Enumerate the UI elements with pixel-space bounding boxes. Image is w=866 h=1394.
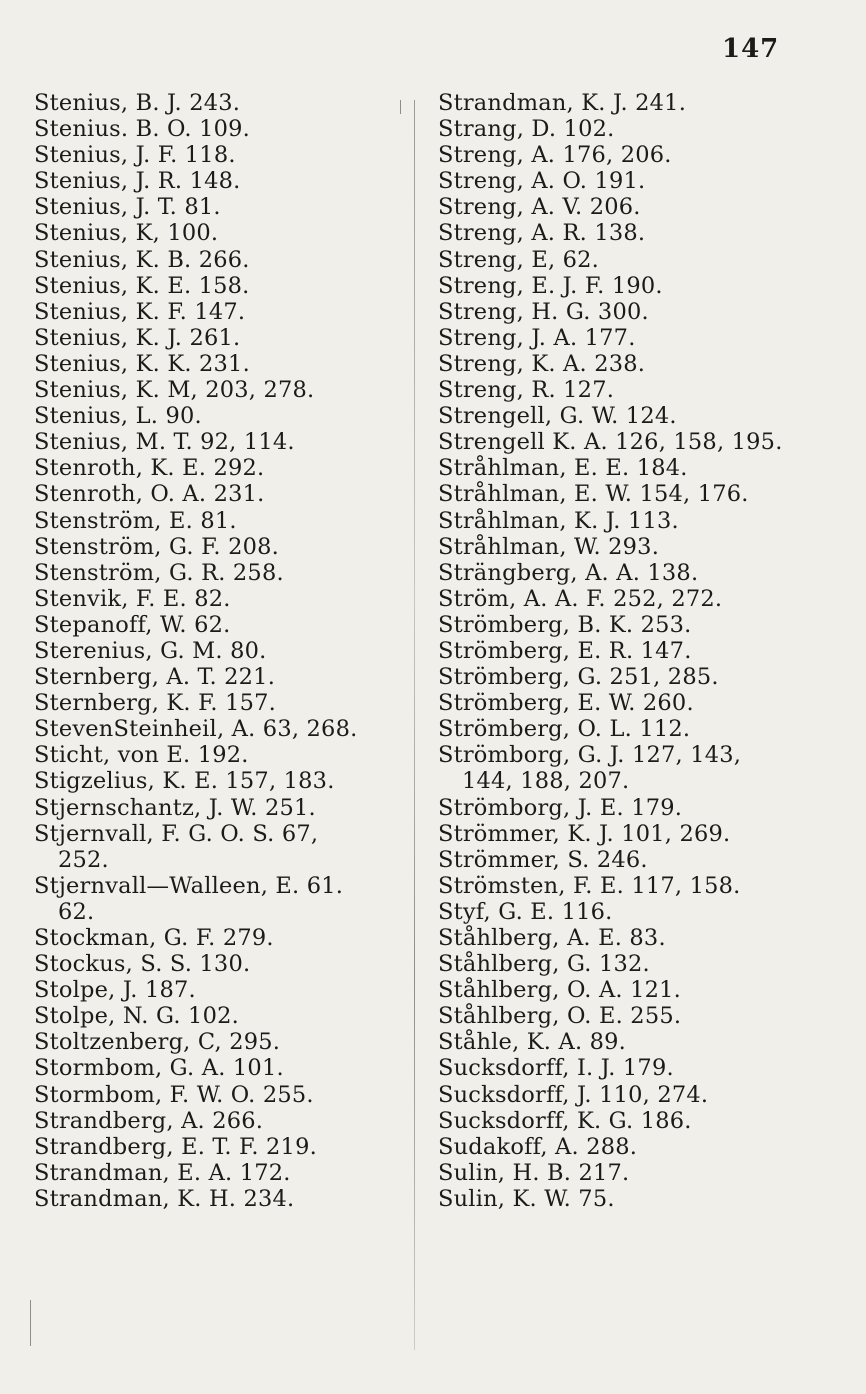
index-entry (34, 194, 394, 220)
entry-text: Stenius, K, 100. (34, 220, 219, 247)
entry-text: Stenius, B. J. 243. (34, 90, 241, 116)
index-entry (438, 481, 838, 507)
index-entry (438, 351, 838, 377)
entry-text: Streng, R. 127. (438, 377, 615, 404)
index-entry (438, 742, 838, 794)
entry-text: Strömberg, O. L. 112. (438, 716, 691, 743)
entry-text: Strandberg, A. 266. (34, 1107, 264, 1134)
index-entry (34, 638, 394, 664)
index-entry (438, 220, 838, 246)
index-entry (34, 1186, 394, 1212)
index-entry (34, 690, 394, 716)
entry-text: Strömborg, J. E. 179. (438, 794, 683, 821)
entry-text: Stenius, L. 90. (34, 403, 202, 430)
entry-text: Streng, A. O. 191. (438, 168, 646, 195)
index-entry (34, 325, 394, 351)
index-entry (34, 90, 394, 116)
index-entry (438, 1055, 838, 1081)
entry-text: Sudakoff, A. 288. (438, 1133, 638, 1160)
index-entry (34, 873, 394, 925)
entry-text: Sucksdorff, I. J. 179. (438, 1055, 674, 1082)
index-entry (438, 377, 838, 403)
entry-text: Sterenius, G. M. 80. (34, 637, 267, 664)
entry-text: Stjernvall, F. G. O. S. 67, (34, 820, 319, 847)
index-entry (438, 299, 838, 325)
index-entry (438, 90, 838, 116)
index-entry (438, 1186, 838, 1212)
entry-text: Strandman, E. A. 172. (34, 1159, 291, 1186)
index-entry (438, 1134, 838, 1160)
index-entry (34, 247, 394, 273)
entry-text: Sucksdorff, K. G. 186. (438, 1107, 692, 1134)
entry-continuation: 62. (58, 898, 95, 925)
index-entry (438, 873, 838, 899)
index-entry (438, 534, 838, 560)
entry-text: Streng, E. J. F. 190. (438, 272, 663, 299)
index-entry (438, 612, 838, 638)
index-entry (34, 1082, 394, 1108)
entry-text: Stenius, J. F. 118. (34, 142, 236, 169)
entry-text: Stråhlman, K. J. 113. (438, 507, 679, 534)
index-entry (34, 1029, 394, 1055)
entry-text: Stormbom, G. A. 101. (34, 1055, 284, 1082)
entry-text: Strengell, G. W. 124. (438, 403, 677, 430)
index-entry (438, 977, 838, 1003)
index-entry (438, 847, 838, 873)
entry-text: Styf, G. E. 116. (438, 898, 613, 925)
entry-text: Stenius, K. B. 266. (34, 246, 250, 273)
index-entry (438, 168, 838, 194)
entry-text: Stenius, K. E. 158. (34, 272, 250, 299)
entry-text: Strengell K. A. 126, 158, 195. (438, 429, 783, 456)
index-entry (438, 664, 838, 690)
entry-continuation: 252. (58, 846, 109, 873)
entry-text: Stenroth, O. A. 231. (34, 481, 265, 508)
entry-text: Stolpe, N. G. 102. (34, 1003, 239, 1030)
index-entry (438, 1029, 838, 1055)
index-entry (34, 716, 394, 742)
index-entry (34, 351, 394, 377)
index-entry (438, 455, 838, 481)
entry-text: Ståhle, K. A. 89. (438, 1029, 627, 1056)
index-entry (34, 299, 394, 325)
entry-text: Strang, D. 102. (438, 116, 615, 143)
index-entry (438, 821, 838, 847)
index-entry (34, 534, 394, 560)
index-entry (34, 1055, 394, 1081)
entry-text: Stenvik, F. E. 82. (34, 585, 231, 612)
entry-text: Stenius, K. F. 147. (34, 298, 246, 325)
entry-text: Stenius. B. O. 109. (34, 116, 250, 143)
index-entry (438, 1160, 838, 1186)
entry-text: Ståhlberg, A. E. 83. (438, 925, 666, 951)
index-entry (34, 560, 394, 586)
page-number: 147 (722, 34, 780, 64)
index-entry (34, 168, 394, 194)
index-entry (34, 116, 394, 142)
index-entry (34, 664, 394, 690)
entry-text: Stenström, G. R. 258. (34, 559, 284, 586)
index-entry (34, 977, 394, 1003)
index-entry (34, 403, 394, 429)
entry-text: Stepanoff, W. 62. (34, 611, 231, 638)
index-entry (438, 325, 838, 351)
index-entry (438, 403, 838, 429)
index-entry (34, 142, 394, 168)
entry-text: Streng, K. A. 238. (438, 350, 646, 377)
entry-text: Strömberg, E. W. 260. (438, 690, 694, 717)
index-entry (438, 508, 838, 534)
index-entry (438, 429, 838, 455)
entry-text: Strandman, K. H. 234. (34, 1185, 295, 1212)
index-entry (438, 116, 838, 142)
index-entry (438, 899, 838, 925)
entry-text: Strömberg, B. K. 253. (438, 611, 692, 638)
entry-text: Ståhlberg, G. 132. (438, 951, 650, 978)
index-entry (438, 925, 838, 951)
index-entry (34, 481, 394, 507)
entry-text: Strängberg, A. A. 138. (438, 559, 699, 586)
entry-text: Sulin, H. B. 217. (438, 1159, 630, 1186)
index-entry (438, 142, 838, 168)
index-entry (34, 1160, 394, 1186)
entry-text: Ståhlberg, O. E. 255. (438, 1003, 682, 1030)
entry-text: Ström, A. A. F. 252, 272. (438, 585, 723, 612)
entry-text: Stenström, G. F. 208. (34, 533, 279, 560)
index-entry (34, 612, 394, 638)
index-entry (34, 951, 394, 977)
index-entry (438, 716, 838, 742)
index-entry (34, 925, 394, 951)
index-entry (34, 220, 394, 246)
entry-text: Strömberg, G. 251, 285. (438, 664, 719, 691)
index-entry (438, 1003, 838, 1029)
entry-text: Strömsten, F. E. 117, 158. (438, 872, 741, 899)
margin-mark (30, 1300, 31, 1346)
entry-text: Ståhlberg, O. A. 121. (438, 977, 682, 1004)
entry-text: Streng, A. V. 206. (438, 194, 641, 221)
entry-text: Stenius, K. J. 261. (34, 324, 241, 351)
entry-text: Sulin, K. W. 75. (438, 1185, 615, 1212)
entry-text: Stjernschantz, J. W. 251. (34, 794, 316, 821)
entry-text: Sucksdorff, J. 110, 274. (438, 1081, 709, 1108)
entry-text: Strandberg, E. T. F. 219. (34, 1133, 317, 1160)
entry-text: Stenius, J. T. 81. (34, 194, 221, 221)
entry-text: Streng, A. R. 138. (438, 220, 646, 247)
index-entry (34, 1003, 394, 1029)
entry-text: Stråhlman, E. E. 184. (438, 455, 688, 482)
entry-text: Streng, H. G. 300. (438, 298, 649, 325)
entry-text: Stråhlman, W. 293. (438, 533, 660, 560)
entry-text: Streng, J. A. 177. (438, 324, 636, 351)
index-entry (34, 1108, 394, 1134)
entry-text: Stigzelius, K. E. 157, 183. (34, 768, 335, 795)
entry-text: Stormbom, F. W. O. 255. (34, 1081, 314, 1108)
entry-text: Stockman, G. F. 279. (34, 925, 274, 951)
index-entry (438, 1108, 838, 1134)
entry-text: Sternberg, K. F. 157. (34, 690, 277, 717)
entry-text: Streng, E, 62. (438, 246, 600, 273)
entry-text: Strömborg, G. J. 127, 143, (438, 742, 742, 769)
entry-text: Strömmer, K. J. 101, 269. (438, 820, 731, 847)
entry-text: Streng, A. 176, 206. (438, 142, 672, 169)
index-entry (34, 508, 394, 534)
entry-text: Sternberg, A. T. 221. (34, 664, 276, 691)
index-entry (438, 560, 838, 586)
entry-text: Stenius, K. M, 203, 278. (34, 377, 315, 404)
index-entry (438, 586, 838, 612)
index-entry (438, 247, 838, 273)
right-column (438, 90, 838, 1212)
entry-text: Stjernvall—Walleen, E. 61. (34, 872, 344, 899)
index-entry (34, 1134, 394, 1160)
entry-text: Stenius, M. T. 92, 114. (34, 429, 295, 456)
index-entry (34, 768, 394, 794)
entry-continuation: 144, 188, 207. (462, 768, 630, 795)
index-entry (34, 742, 394, 768)
entry-text: Stockus, S. S. 130. (34, 951, 251, 978)
index-entry (34, 273, 394, 299)
entry-text: Strandman, K. J. 241. (438, 90, 687, 116)
entry-text: Stråhlman, E. W. 154, 176. (438, 481, 749, 508)
entry-text: Stolpe, J. 187. (34, 977, 196, 1004)
index-entry (438, 795, 838, 821)
entry-text: Stenström, E. 81. (34, 507, 237, 534)
entry-text: Stenius, J. R. 148. (34, 168, 241, 195)
index-entry (438, 194, 838, 220)
column-divider (414, 100, 415, 1350)
entry-text: Sticht, von E. 192. (34, 742, 249, 769)
entry-text: Strömmer, S. 246. (438, 846, 648, 873)
index-entry (438, 1082, 838, 1108)
entry-text: Stoltzenberg, C, 295. (34, 1029, 281, 1056)
entry-text: Stenius, K. K. 231. (34, 350, 250, 377)
index-entry (34, 455, 394, 481)
index-entry (34, 821, 394, 873)
index-entry (438, 690, 838, 716)
index-entry (438, 273, 838, 299)
index-entry (34, 377, 394, 403)
entry-text: Stenroth, K. E. 292. (34, 455, 265, 482)
margin-mark (400, 100, 401, 114)
index-entry (34, 586, 394, 612)
left-column (34, 90, 394, 1212)
index-entry (34, 429, 394, 455)
index-entry (438, 951, 838, 977)
entry-text: StevenSteinheil, A. 63, 268. (34, 716, 358, 743)
index-entry (438, 638, 838, 664)
entry-text: Strömberg, E. R. 147. (438, 637, 692, 664)
index-entry (34, 795, 394, 821)
